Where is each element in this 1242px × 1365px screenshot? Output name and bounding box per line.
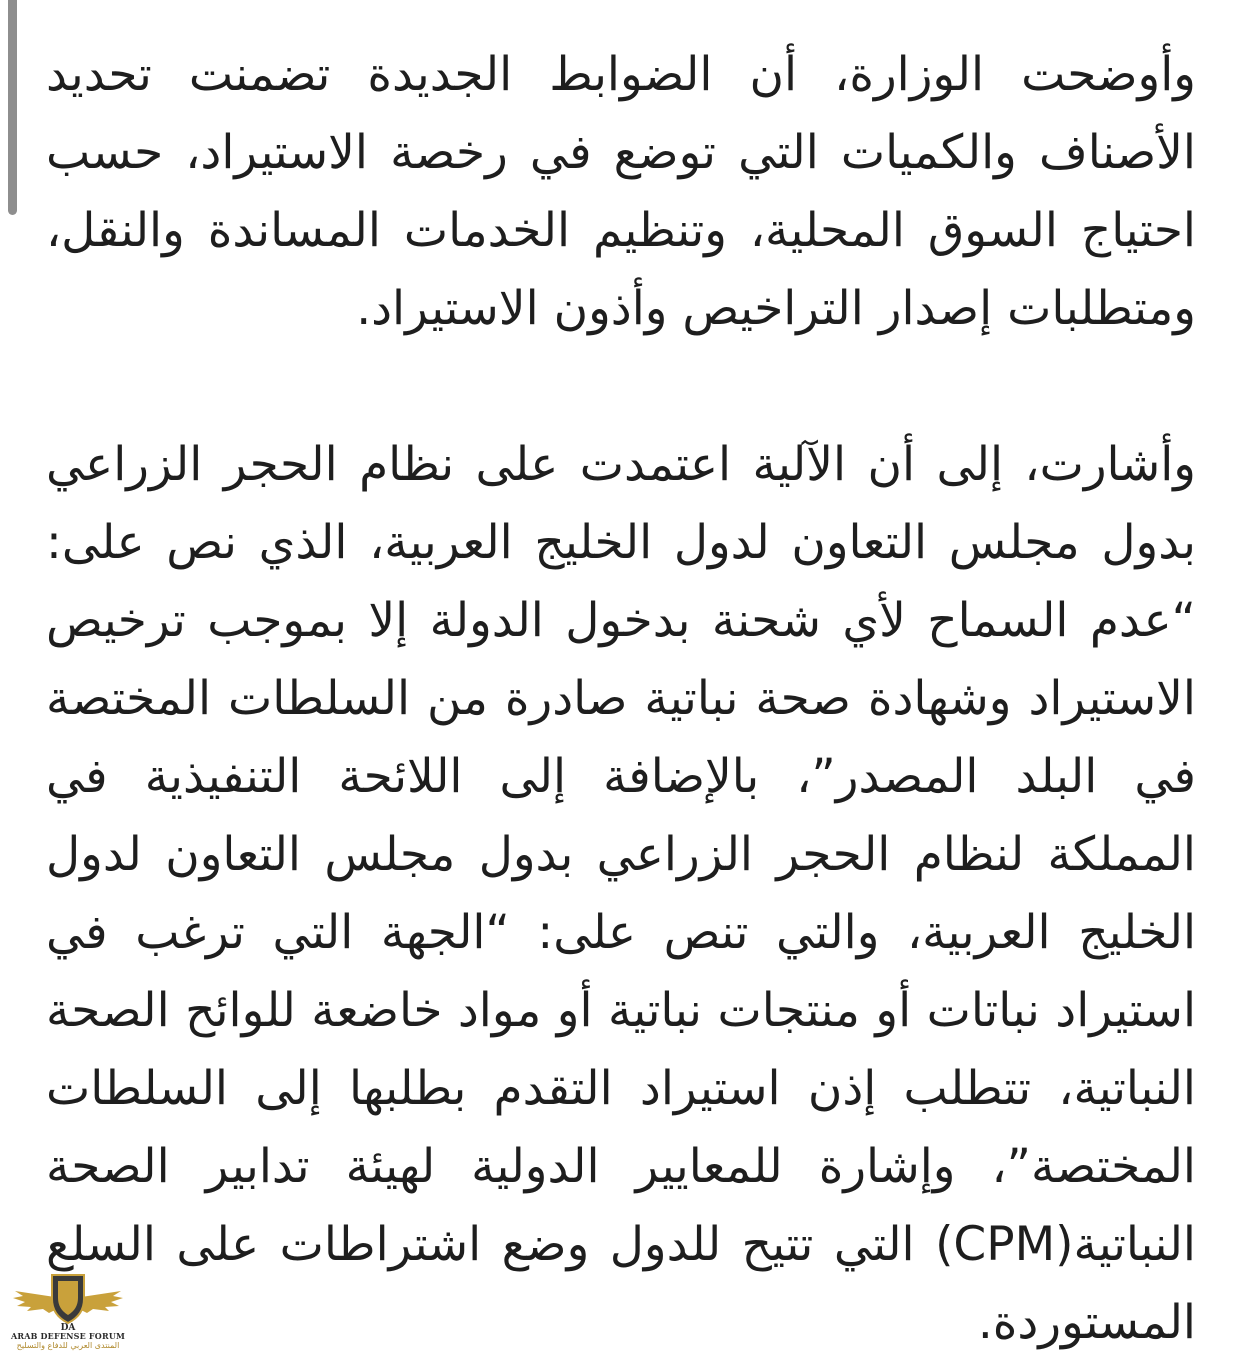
article-paragraph-1: وأوضحت الوزارة، أن الضوابط الجديدة تضمنت تحديد الأصناف والكميات التي توضع في رخصة الاستيراد، حسب احتياج السوق المحلية، وتنظيم الخدمات المساندة والنقل، ومتطلبات إصدار التراخيص وأذون الاستيراد.: [46, 47, 1196, 336]
vertical-scrollbar[interactable]: [8, 0, 17, 215]
article-body: [46, 36, 1196, 1362]
eagle-shield-icon: [9, 1269, 127, 1331]
watermark-name-ar: المنتدى العربي للدفاع والتسليح: [16, 1341, 120, 1350]
watermark-name-en: ARAB DEFENSE FORUM: [10, 1331, 126, 1341]
site-watermark: [6, 1269, 130, 1361]
article-paragraph-2: وأشارت، إلى أن الآلية اعتمدت على نظام الحجر الزراعي بدول مجلس التعاون لدول الخليج العربية، الذي نص على: “عدم السماح لأي شحنة بدخول الدولة إلا بموجب ترخيص الاستيراد وشهادة صحة نباتية صادرة من السلطات المختصة في البلد المصدر”، بالإضافة إلى اللائحة التنفيذية في المملكة لنظام الحجر الزراعي بدول مجلس التعاون لدول الخليج العربية، والتي تنص على: “الجهة التي ترغب في استيراد نباتات أو منتجات نباتية أو مواد خاضعة للوائح الصحة النباتية، تتطلب إذن استيراد التقدم بطلبها إلى السلطات المختصة”، وإشارة للمعايير الدولية لهيئة تدابير الصحة النباتية(CPM) التي تتيح للدول وضع اشتراطات على السلع المستوردة.: [46, 437, 1196, 1350]
watermark-initials: DA: [60, 1323, 76, 1331]
